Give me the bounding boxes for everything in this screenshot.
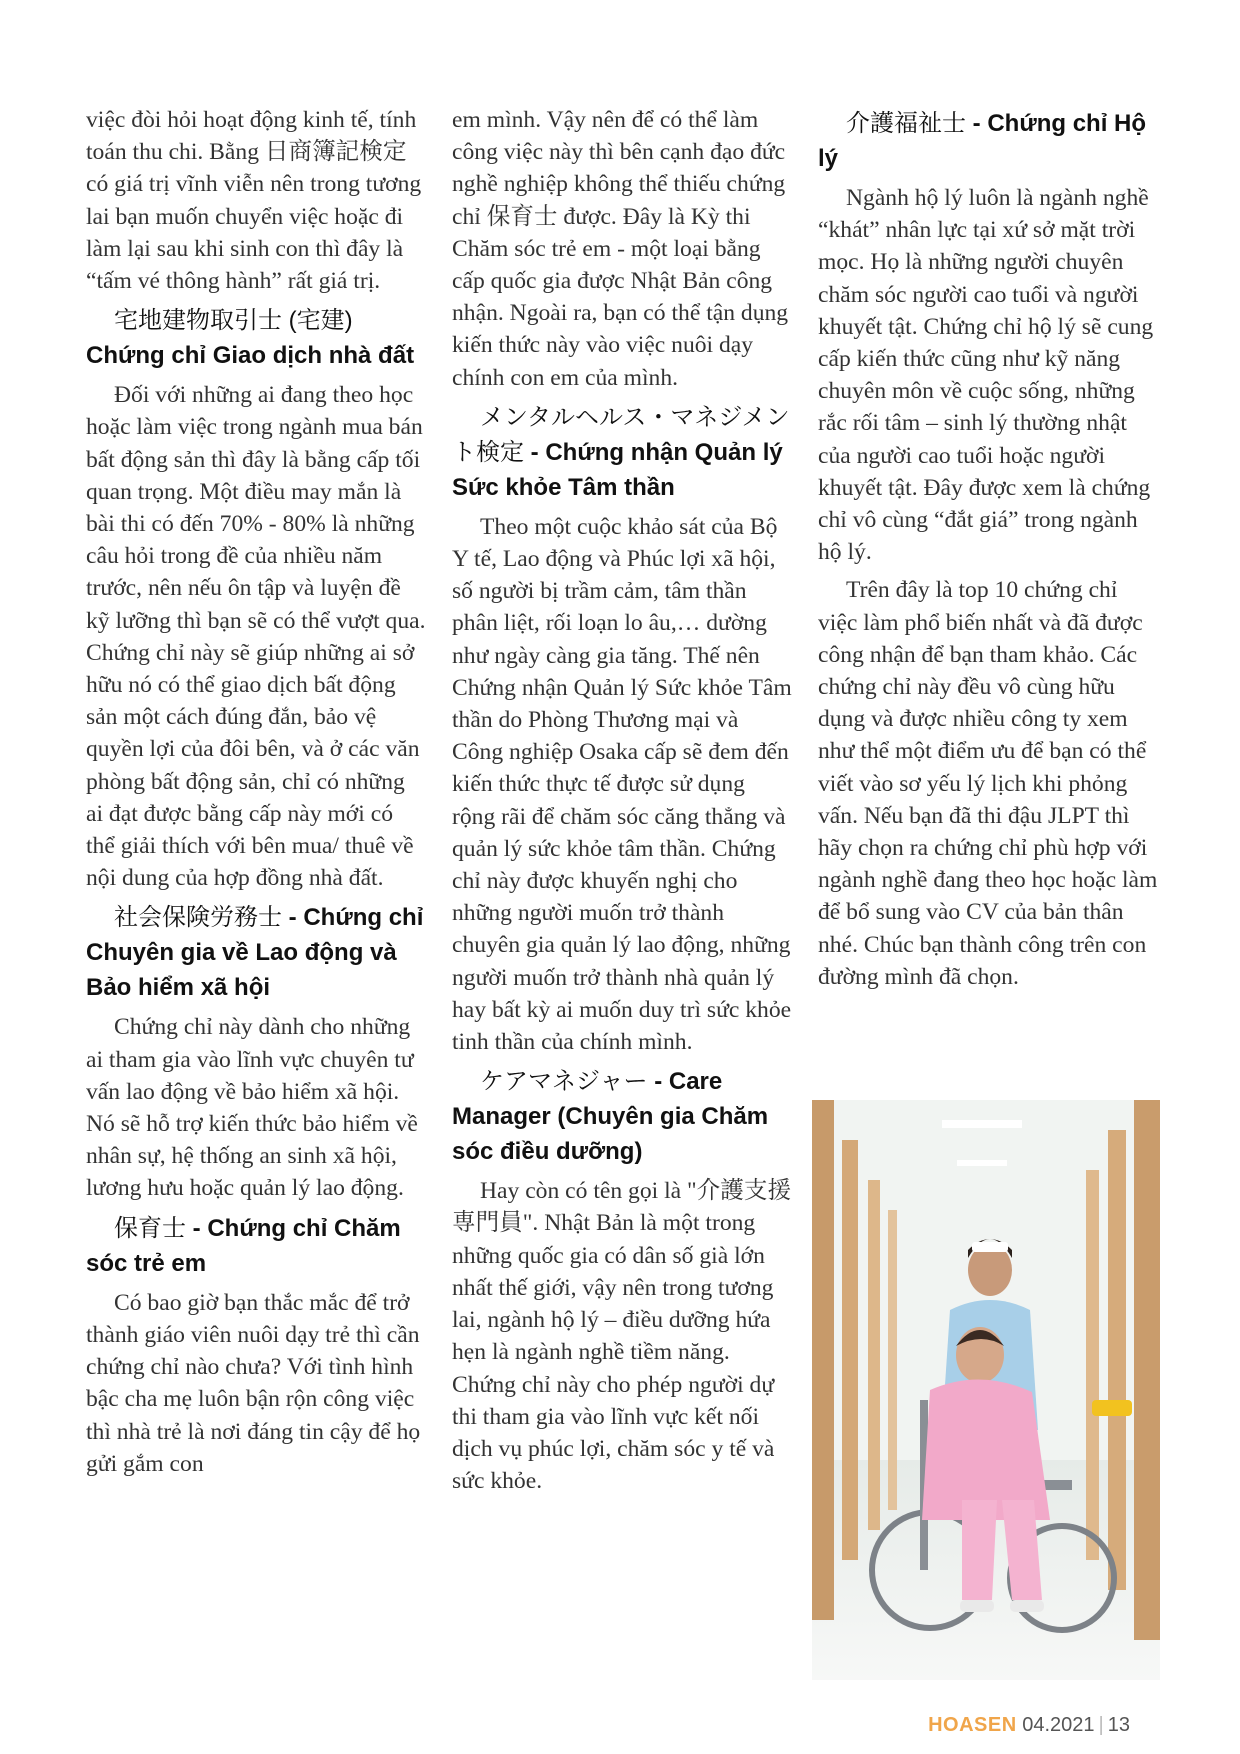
paragraph: Có bao giờ bạn thắc mắc để trở thành giáo viên nuôi dạy trẻ thì cần chứng chỉ nào chưa? Với tình hình bậc cha mẹ luôn bận rộn công việc thì nhà trẻ là nơi đáng tin cậy để họ gửi gắm con <box>86 1289 421 1477</box>
footer-separator: | <box>1098 1714 1104 1736</box>
heading-jp: メンタルヘルス・マネジメント検定 <box>452 403 790 466</box>
magazine-brand: HOASEN <box>928 1714 1017 1736</box>
nurse-wheelchair-photo <box>812 1100 1160 1680</box>
heading-vi: - Chứng chỉ Hộ lý <box>818 110 1147 172</box>
photo-illustration-icon <box>812 1100 1160 1680</box>
column-1 <box>86 104 426 1486</box>
issue-date: 04.2021 <box>1022 1714 1095 1736</box>
paragraph: Ngành hộ lý luôn là ngành nghề “khát” nhân lực tại xứ sở mặt trời mọc. Họ là những người chuyên chăm sóc người cao tuổi và người khuyết tật. Chứng chỉ hộ lý sẽ cung cấp kiến thức cũng như kỹ năng chuyên môn về cuộc sống, những rắc rối tâm – sinh lý thường nhật của người cao tuổi hoặc người khuyết tật. Đây được xem là chứng chỉ vô cùng “đắt giá” trong ngành hộ lý. <box>818 185 1154 566</box>
heading-vi: - Chứng chỉ Chuyên gia về Lao động và Bảo hiểm xã hội <box>86 904 424 1002</box>
section-heading <box>452 1064 794 1169</box>
heading-jp: 介護福祉士 <box>846 110 966 137</box>
paragraph: em mình. Vậy nên để có thể làm công việc này thì bên cạnh đạo đức nghề nghiệp không thể thiếu chứng chỉ 保育士 được. Đây là Kỳ thi Chăm sóc trẻ em - một loại bằng cấp quốc gia được Nhật Bản công nhận. Ngoài ra, bạn có thể tận dụng kiến thức này vào việc nuôi dạy chính con em của mình. <box>452 107 789 391</box>
section-heading <box>818 106 1160 176</box>
paragraph: Hay còn có tên gọi là "介護支援専門員". Nhật Bản là một trong những quốc gia có dân số già lớn nhất thế giới, vậy nên trong tương lai, ngành hộ lý – điều dưỡng hứa hẹn là ngành nghề tiềm năng. Chứng chỉ này cho phép người dự thi tham gia vào lĩnh vực kết nối dịch vụ phúc lợi, chăm sóc y tế và sức khỏe. <box>452 1178 792 1495</box>
heading-jp: 宅地建物取引士 (宅建) <box>114 307 353 335</box>
section-heading <box>452 400 794 505</box>
paragraph: Đối với những ai đang theo học hoặc làm việc trong ngành mua bán bất động sản thì đây là bằng cấp tối quan trọng. Một điều may mắn là bài thi có đến 70% - 80% là những câu hỏi trong đề của nhiều năm trước, nên nếu ôn tập và luyện đề kỹ lưỡng thì bạn sẽ có thể vượt qua. Chứng chỉ này sẽ giúp những ai sở hữu nó có thể giao dịch bất động sản một cách đúng đắn, bảo vệ quyền lợi của đôi bên, và ở các văn phòng bất động sản, chỉ có những ai đạt được bằng cấp này mới có thể giải thích với bên mua/ thuê về nội dung của hợp đồng nhà đất. <box>86 382 426 892</box>
section-heading <box>86 303 426 373</box>
heading-jp: 社会保険労務士 <box>114 904 282 932</box>
paragraph: Chứng chỉ này dành cho những ai tham gia vào lĩnh vực chuyên tư vấn lao động về bảo hiểm xã hội. Nó sẽ hỗ trợ kiến thức bảo hiểm về nhân sự, hệ thống an sinh xã hội, lương hưu hoặc quản lý lao động. <box>86 1014 418 1202</box>
heading-vi: - Chứng chỉ Chăm sóc trẻ em <box>86 1214 401 1277</box>
section-heading <box>86 1211 426 1281</box>
column-2 <box>452 104 794 1503</box>
paragraph: việc đòi hỏi hoạt động kinh tế, tính toán thu chi. Bằng 日商簿記検定có giá trị vĩnh viễn nên trong tương lai bạn muốn chuyển việc hoặc đi làm lại sau khi sinh con thì đây là “tấm vé thông hành” rất giá trị. <box>86 107 422 295</box>
heading-vi: - Care Manager (Chuyên gia Chăm sóc điều dưỡng) <box>452 1068 769 1166</box>
heading-jp: 保育士 <box>114 1214 186 1242</box>
heading-jp: ケアマネジャー <box>480 1068 648 1096</box>
paragraph: Trên đây là top 10 chứng chỉ việc làm phổ biến nhất và đã được công nhận để bạn tham khảo. Các chứng chỉ này đều vô cùng hữu dụng và được nhiều công ty xem như thể một điểm ưu để bạn có thể viết vào sơ yếu lý lịch khi phỏng vấn. Nếu bạn đã thi đậu JLPT thì hãy chọn ra chứng chỉ phù hợp với ngành nghề đang theo học hoặc làm để bổ sung vào CV của bản thân nhé. Chúc bạn thành công trên con đường mình đã chọn. <box>818 577 1158 990</box>
column-3 <box>818 104 1160 999</box>
heading-vi: Chứng chỉ Giao dịch nhà đất <box>86 342 415 370</box>
section-heading <box>86 900 426 1005</box>
page-footer <box>928 1714 1130 1737</box>
heading-vi: - Chứng nhận Quản lý Sức khỏe Tâm thần <box>452 438 783 501</box>
paragraph: Theo một cuộc khảo sát của Bộ Y tế, Lao động và Phúc lợi xã hội, số người bị trầm cảm, tâm thần phân liệt, rối loạn lo âu,… dường như ngày càng gia tăng. Thế nên Chứng nhận Quản lý Sức khỏe Tâm thần do Phòng Thương mại và Công nghiệp Osaka cấp sẽ đem đến kiến thức thực tế được sử dụng rộng rãi để chăm sóc căng thẳng và quản lý sức khỏe tâm thần. Chứng chỉ này được khuyến nghị cho những người muốn trở thành chuyên gia quản lý lao động, những người muốn trở thành nhà quản lý hay bất kỳ ai muốn duy trì sức khỏe tinh thần của chính mình. <box>452 513 792 1056</box>
page-number: 13 <box>1107 1714 1130 1736</box>
